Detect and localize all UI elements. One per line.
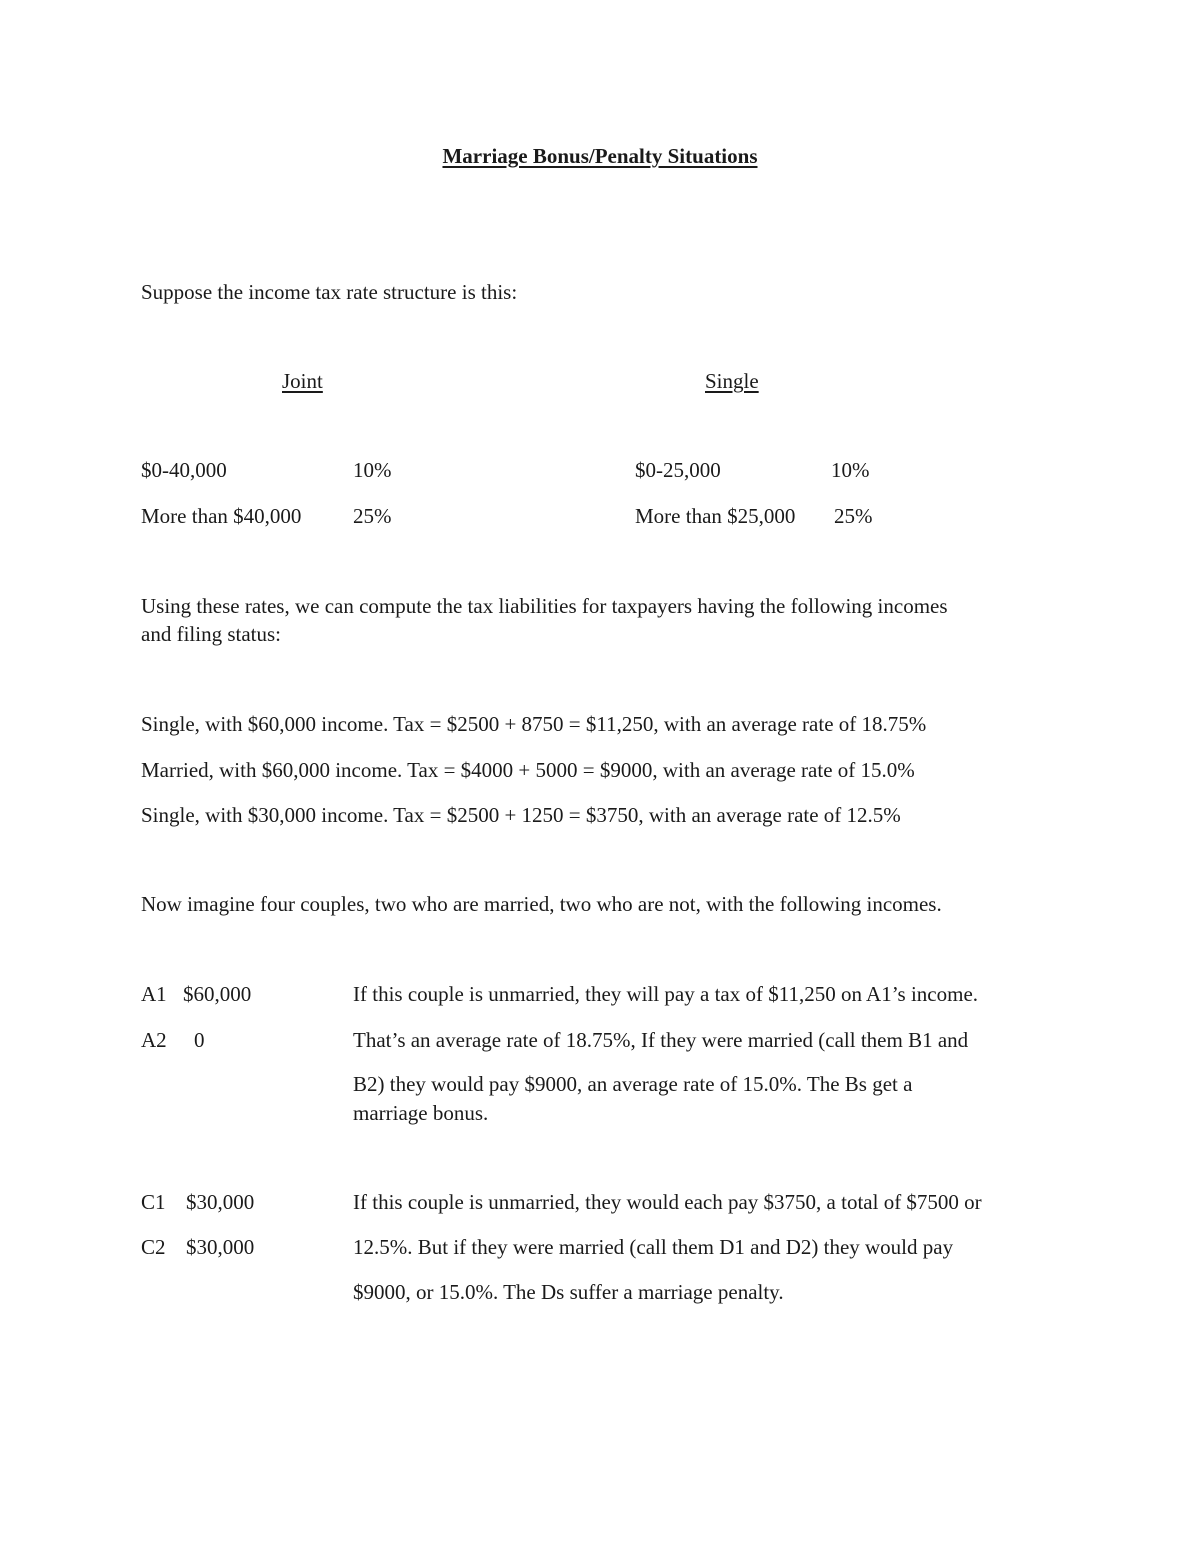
couple-a-text-line-1: If this couple is unmarried, they will pay a tax of $11,250 on A1’s income. [353, 982, 979, 1006]
couple-a1-id: A1 [141, 982, 167, 1006]
intro-text: Suppose the income tax rate structure is this: [141, 280, 518, 304]
couple-c-text-line-1: If this couple is unmarried, they would each pay $3750, a total of $7500 or [353, 1190, 982, 1214]
couple-a2-income: 0 [194, 1028, 205, 1052]
now-imagine-text: Now imagine four couples, two who are married, two who are not, with the following incomes. [141, 892, 942, 916]
single-bracket-2: More than $25,000 [635, 504, 796, 528]
couple-a-text-line-3: B2) they would pay $9000, an average rate of 15.0%. The Bs get a [353, 1072, 913, 1096]
example-line-1: Single, with $60,000 income. Tax = $2500 + 8750 = $11,250, with an average rate of 18.75% [141, 712, 927, 736]
single-heading: Single [705, 369, 759, 393]
joint-heading: Joint [282, 369, 323, 393]
couple-a1-income: $60,000 [183, 982, 252, 1006]
joint-bracket-2: More than $40,000 [141, 504, 302, 528]
example-line-2: Married, with $60,000 income. Tax = $4000 + 5000 = $9000, with an average rate of 15.0% [141, 758, 915, 782]
couple-c-text-line-3: $9000, or 15.0%. The Ds suffer a marriage penalty. [353, 1280, 784, 1304]
single-rate-1: 10% [831, 458, 870, 482]
couple-c2-id: C2 [141, 1235, 166, 1259]
couple-c-text-line-2: 12.5%. But if they were married (call them D1 and D2) they would pay [353, 1235, 954, 1259]
example-line-3: Single, with $30,000 income. Tax = $2500 + 1250 = $3750, with an average rate of 12.5% [141, 803, 901, 827]
couple-c2-income: $30,000 [186, 1235, 255, 1259]
couple-c1-id: C1 [141, 1190, 166, 1214]
single-rate-2: 25% [834, 504, 873, 528]
using-rates-line-2: and filing status: [141, 622, 281, 646]
joint-bracket-1: $0-40,000 [141, 458, 227, 482]
couple-a-text-line-4: marriage bonus. [353, 1101, 489, 1125]
single-bracket-1: $0-25,000 [635, 458, 721, 482]
using-rates-line-1: Using these rates, we can compute the tax liabilities for taxpayers having the following incomes [141, 594, 948, 618]
couple-a-text-line-2: That’s an average rate of 18.75%, If they were married (call them B1 and [353, 1028, 969, 1052]
couple-c1-income: $30,000 [186, 1190, 255, 1214]
document-title: Marriage Bonus/Penalty Situations [442, 144, 758, 168]
joint-rate-1: 10% [353, 458, 392, 482]
joint-rate-2: 25% [353, 504, 392, 528]
couple-a2-id: A2 [141, 1028, 167, 1052]
